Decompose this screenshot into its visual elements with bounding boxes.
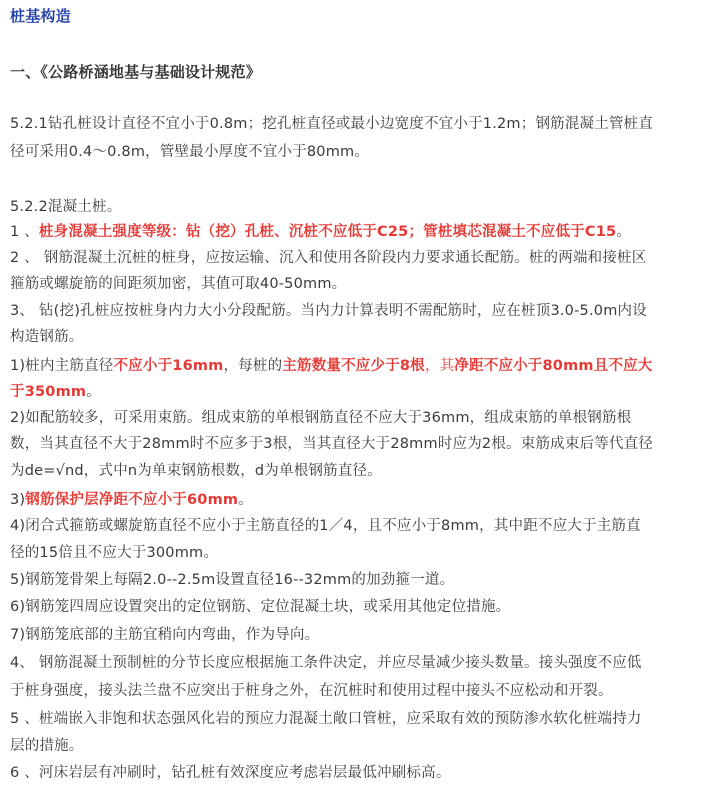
para-5-2-1-line1: 5.2.1钻孔桩设计直径不宜小于0.8m；挖孔桩直径或最小边宽度不宜小于1.2m；钢筋混凝土管桩直 xyxy=(10,116,654,132)
sub-item-5: 5)钢筋笼骨架上每隔2.0--2.5m设置直径16--32mm的加劲箍一道。 xyxy=(10,572,455,588)
para-5-2-2-title: 5.2.2混凝土桩。 xyxy=(10,199,122,215)
sub-item-2-line1: 2)如配筋较多，可采用束筋。组成束筋的单根钢筋直径不应大于36mm，组成束筋的单根钢筋根 xyxy=(10,410,632,426)
item-5-line2: 层的措施。 xyxy=(10,738,84,754)
sub-item-1-text-a: 1)桩内主筋直径 xyxy=(10,358,114,374)
item-4-line2: 于桩身强度，接头法兰盘不应突出于桩身之外，在沉桩时和使用过程中接头不应松动和开裂。 xyxy=(10,683,613,699)
item-2-line2: 箍筋或螺旋筋的间距须加密，其值可取40-50mm。 xyxy=(10,276,347,292)
sub-item-3-text-a: 3) xyxy=(10,492,26,508)
item-5-line1: 5 、桩端嵌入非饱和状态强风化岩的预应力混凝土敞口管桩，应采取有效的预防渗水软化桩端持力 xyxy=(10,711,642,727)
item-1-emphasis: 桩身混凝土强度等级：钻（挖）孔桩、沉桩不应低于C25；管桩填芯混凝土不应低于C15 xyxy=(38,224,617,240)
sub-item-4-line1: 4)闭合式箍筋或螺旋筋直径不应小于主筋直径的1／4，且不应小于8mm，其中距不应大于主筋直 xyxy=(10,518,641,534)
sub-item-1-text-h: 。 xyxy=(86,384,101,400)
item-3-line2: 构造钢筋。 xyxy=(10,329,84,345)
item-1 xyxy=(10,222,631,242)
sub-item-6: 6)钢筋笼四周应设置突出的定位钢筋、定位混凝土块，或采用其他定位措施。 xyxy=(10,599,511,615)
sub-item-1-emphasis-f: 净距不应小于80mm且不应大 xyxy=(454,358,653,374)
section-title: 一、《公路桥涵地基与基础设计规范》 xyxy=(10,63,261,81)
item-3-line1: 3、 钻(挖)孔桩应按桩身内力大小分段配筋。当内力计算表明不需配筋时，应在桩顶3.0-5.0m内设 xyxy=(10,303,647,319)
sub-item-1-text-e: ，其 xyxy=(424,358,455,374)
para-5-2-1-line2: 径可采用0.4～0.8m，管壁最小厚度不宜小于80mm。 xyxy=(10,144,370,160)
sub-item-3 xyxy=(10,490,253,510)
sub-item-1-emphasis-d: 主筋数量不应少于8根 xyxy=(282,358,425,374)
sub-item-1-emphasis-g: 于350mm xyxy=(10,384,87,400)
item-4-line1: 4、 钢筋混凝土预制桩的分节长度应根据施工条件决定，并应尽量减少接头数量。接头强度不应低 xyxy=(10,655,642,671)
page-title: 桩基构造 xyxy=(10,7,71,25)
sub-item-1-line2 xyxy=(10,382,101,402)
sub-item-1-text-c: ，每桩的 xyxy=(223,358,283,374)
sub-item-1-line1 xyxy=(10,356,653,376)
item-1-prefix: 1 、 xyxy=(10,224,39,240)
item-2-line1: 2 、 钢筋混凝土沉桩的桩身，应按运输、沉入和使用各阶段内力要求通长配筋。桩的两端和接桩区 xyxy=(10,250,647,266)
sub-item-7: 7)钢筋笼底部的主筋宜稍向内弯曲，作为导向。 xyxy=(10,627,320,643)
sub-item-2-line3: 为de=√nd，式中n为单束钢筋根数，d为单根钢筋直径。 xyxy=(10,463,382,479)
sub-item-1-emphasis-b: 不应小于16mm xyxy=(113,358,224,374)
item-6: 6 、河床岩层有冲刷时，钻孔桩有效深度应考虑岩层最低冲刷标高。 xyxy=(10,765,451,781)
sub-item-3-text-c: 。 xyxy=(238,492,253,508)
sub-item-2-line2: 数，当其直径不大于28mm时不应多于3根，当其直径大于28mm时应为2根。束筋成束后等代直径 xyxy=(10,436,654,452)
sub-item-4-line2: 径的15倍且不应大于300mm。 xyxy=(10,545,219,561)
item-1-suffix: 。 xyxy=(616,224,631,240)
sub-item-3-emphasis: 钢筋保护层净距不应小于60mm xyxy=(25,492,239,508)
